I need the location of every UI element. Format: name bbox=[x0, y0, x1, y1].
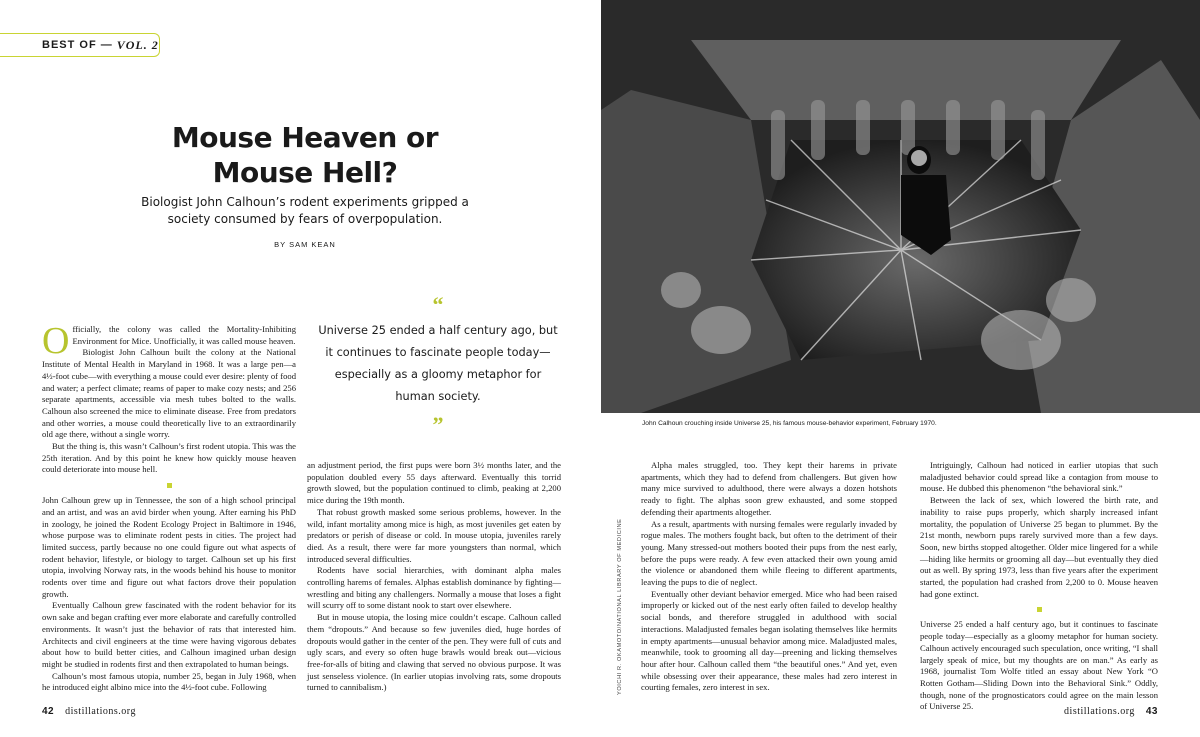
section-break-square-icon bbox=[1037, 607, 1042, 612]
page-number-right: 43 bbox=[1145, 706, 1158, 717]
paragraph: That robust growth masked some serious problems, however. In the wild, infant mortality among mice is high, as most juveniles get eaten by predators or perish of disease or cold. In mouse utopia, juveniles rarely died. As a result, there were far more youngsters than normal, which introduced several difficulties. bbox=[307, 506, 561, 564]
body-column-1 bbox=[42, 320, 296, 694]
drop-cap: O bbox=[42, 320, 70, 362]
site-link-left[interactable]: distillations.org bbox=[65, 706, 136, 717]
title-line-2: Mouse Hell? bbox=[212, 156, 398, 189]
paragraph: Calhoun’s most famous utopia, number 25, began in July 1968, when he introduced eight albino mice into the 4½-foot cube. Following bbox=[42, 670, 296, 693]
paragraph: Officially, the colony was called the Mortality-Inhibiting Environment for Mice. Unofficially, it was called mouse heaven. bbox=[42, 320, 296, 362]
close-quote-icon: ” bbox=[432, 412, 444, 437]
article-title bbox=[150, 120, 460, 190]
paragraph: Between the lack of sex, which lowered the birth rate, and inability to raise pups properly, which sharply increased infant mortality, the population of Universe 25 began to plummet. By the 21st month, newborn pups rarely survived more than a few days. Soon, new births stopped altogether. Older mice lingered for a while—hiding like hermits or grooming all day—but eventually they died out as well. By spring 1973, less than five years after the experiment started, the population had crashed from 2,200 to 0. Mouse heaven had gone extinct. bbox=[920, 495, 1158, 599]
paragraph: But the thing is, this wasn’t Calhoun’s first rodent utopia. This was the 25th iteration. And by this point he knew how quickly mouse heaven could deteriorate into mouse hell. bbox=[42, 441, 296, 475]
paragraph: Eventually other deviant behavior emerged. Mice who had been raised improperly or kicked out of the nest early often failed to develop healthy social bonds, and therefore struggled in adulthood with social interactions. Maladjusted females began isolating themselves like hermits in empty apartments—unusual behavior among mice. Maladjusted males, meanwhile, took to grooming all day—preening and licking themselves hour after hour. Calhoun called them “the beautiful ones.” And yet, even while obsessing over their appearance, these males had zero interest in courting females, zero interest in sex. bbox=[641, 588, 897, 693]
site-link-right[interactable]: distillations.org bbox=[1064, 706, 1135, 717]
paragraph: Intriguingly, Calhoun had noticed in earlier utopias that such maladjusted behavior could spread like a contagion from mouse to mouse. He dubbed this phenomenon “the behavioral sink.” bbox=[920, 460, 1158, 494]
photo-credit: YOICHI R. OKAMOTO/NATIONAL LIBRARY OF MEDICINE bbox=[617, 518, 623, 695]
volume-label: VOL. 2 bbox=[116, 37, 159, 52]
body-column-3 bbox=[641, 460, 897, 694]
paragraph: an adjustment period, the first pups were born 3½ months later, and the population doubled every 55 days afterward. Eventually this torrid growth slowed, but the population continued to climb, peaking at 2,200 mice during the 19th month. bbox=[307, 460, 561, 506]
footer-right bbox=[1064, 706, 1158, 717]
section-break-square-icon bbox=[167, 483, 172, 488]
open-quote-icon: “ bbox=[432, 292, 444, 317]
byline: BY SAM KEAN bbox=[274, 240, 336, 249]
section-label: BEST OF — bbox=[42, 39, 113, 51]
body-column-2 bbox=[307, 460, 561, 694]
experiment-photo bbox=[601, 0, 1200, 413]
article-subtitle: Biologist John Calhoun’s rodent experiments gripped a society consumed by fears of overpopulation. bbox=[141, 195, 469, 226]
photo-caption: John Calhoun crouching inside Universe 25, his famous mouse-behavior experiment, February 1970. bbox=[642, 420, 937, 427]
paragraph: Eventually Calhoun grew fascinated with the rodent behavior for its own sake and began crafting ever more elaborate and carefully controlled environments. It wasn’t just the behavior of rats that interested him. Architects and civil engineers at the time were having vigorous debates about how to build better cities, and Calhoun imagined urban design might be studied in rodents first and then extrapolated to human beings. bbox=[42, 600, 296, 669]
paragraph: Alpha males struggled, too. They kept their harems in private apartments, which they had to defend from challengers. But given how many mice survived to adulthood, there were always a dozen hotshots ready to fight. The alphas soon grew exhausted, and some stopped defending their apartments altogether. bbox=[641, 460, 897, 517]
page-number-left: 42 bbox=[42, 706, 55, 717]
paragraph: Biologist John Calhoun built the colony at the National Institute of Mental Health in Maryland in 1968. It was a large pen—a 4½-foot cube—with everything a mouse could ever desire: plenty of food and water; a perfect climate; reams of paper to make cozy nests; and 256 separate apartments, accessible via mesh tubes bolted to the walls. Calhoun also screened the mice to eliminate disease. Free from predators and other worries, a mouse could theoretically live to an extraordinarily old age there, without a single worry. bbox=[42, 347, 296, 440]
footer-left bbox=[42, 706, 136, 717]
paragraph: Universe 25 ended a half century ago, but it continues to fascinate people today—especially as a gloomy metaphor for human society. Calhoun actively encouraged such speculation, once writing, “I shall largely speak of mice, but my thoughts are on man.” As early as 1968, journalist Tom Wolfe titled an essay about New York “O Rotten Gotham—Sliding Down into the Behavioral Sink.” Oddly, though, none of the prognosticators could agree on the main lesson of Universe 25. bbox=[920, 619, 1158, 712]
paragraph: But in mouse utopia, the losing mice couldn’t escape. Calhoun called them “dropouts.” And because so few juveniles died, huge hordes of dropouts would gather in the center of the pen. They were full of cuts and ugly scars, and every so often huge brawls would break out—vicious free-for-alls of biting and clawing that served no obvious purpose. It was just senseless violence. (In earlier utopias involving rats, some dropouts turned to cannibalism.) bbox=[307, 612, 561, 693]
pull-quote bbox=[318, 292, 558, 437]
photo-illustration bbox=[601, 0, 1200, 413]
paragraph: As a result, apartments with nursing females were regularly invaded by rogue males. The mothers fought back, but often to the detriment of their young. Many stressed-out mothers booted their pups from the nest early, before the pups were ready. A few even attacked their own young amid the violence or abandoned them while fleeing to different apartments, leaving the pups to die of neglect. bbox=[641, 518, 897, 588]
paragraph: Rodents have social hierarchies, with dominant alpha males controlling harems of females. Alphas establish dominance by fighting—wrestling and biting any challengers. Normally a mouse that loses a fight will scurry off to some distant nook to start over elsewhere. bbox=[307, 565, 561, 611]
section-tag bbox=[0, 33, 160, 57]
paragraph: John Calhoun grew up in Tennessee, the son of a high school principal and an artist, and was an avid birder when young. After earning his PhD in zoology, he joined the Rodent Ecology Project in Baltimore in 1946, whose purpose was to eliminate rodent pests in cities. The project had limited success, partly because no one could figure out what aspects of rodent behavior, lifestyle, or biology to target. Calhoun set up his first utopia, involving Norway rats, in the woods behind his house to monitor rodents over time and figure out what factors drove their population growth. bbox=[42, 495, 296, 599]
body-column-4 bbox=[920, 460, 1158, 713]
title-line-1: Mouse Heaven or bbox=[171, 121, 439, 154]
pull-quote-text: Universe 25 ended a half century ago, but it continues to fascinate people today—especially as a gloomy metaphor for human society. bbox=[318, 324, 558, 403]
